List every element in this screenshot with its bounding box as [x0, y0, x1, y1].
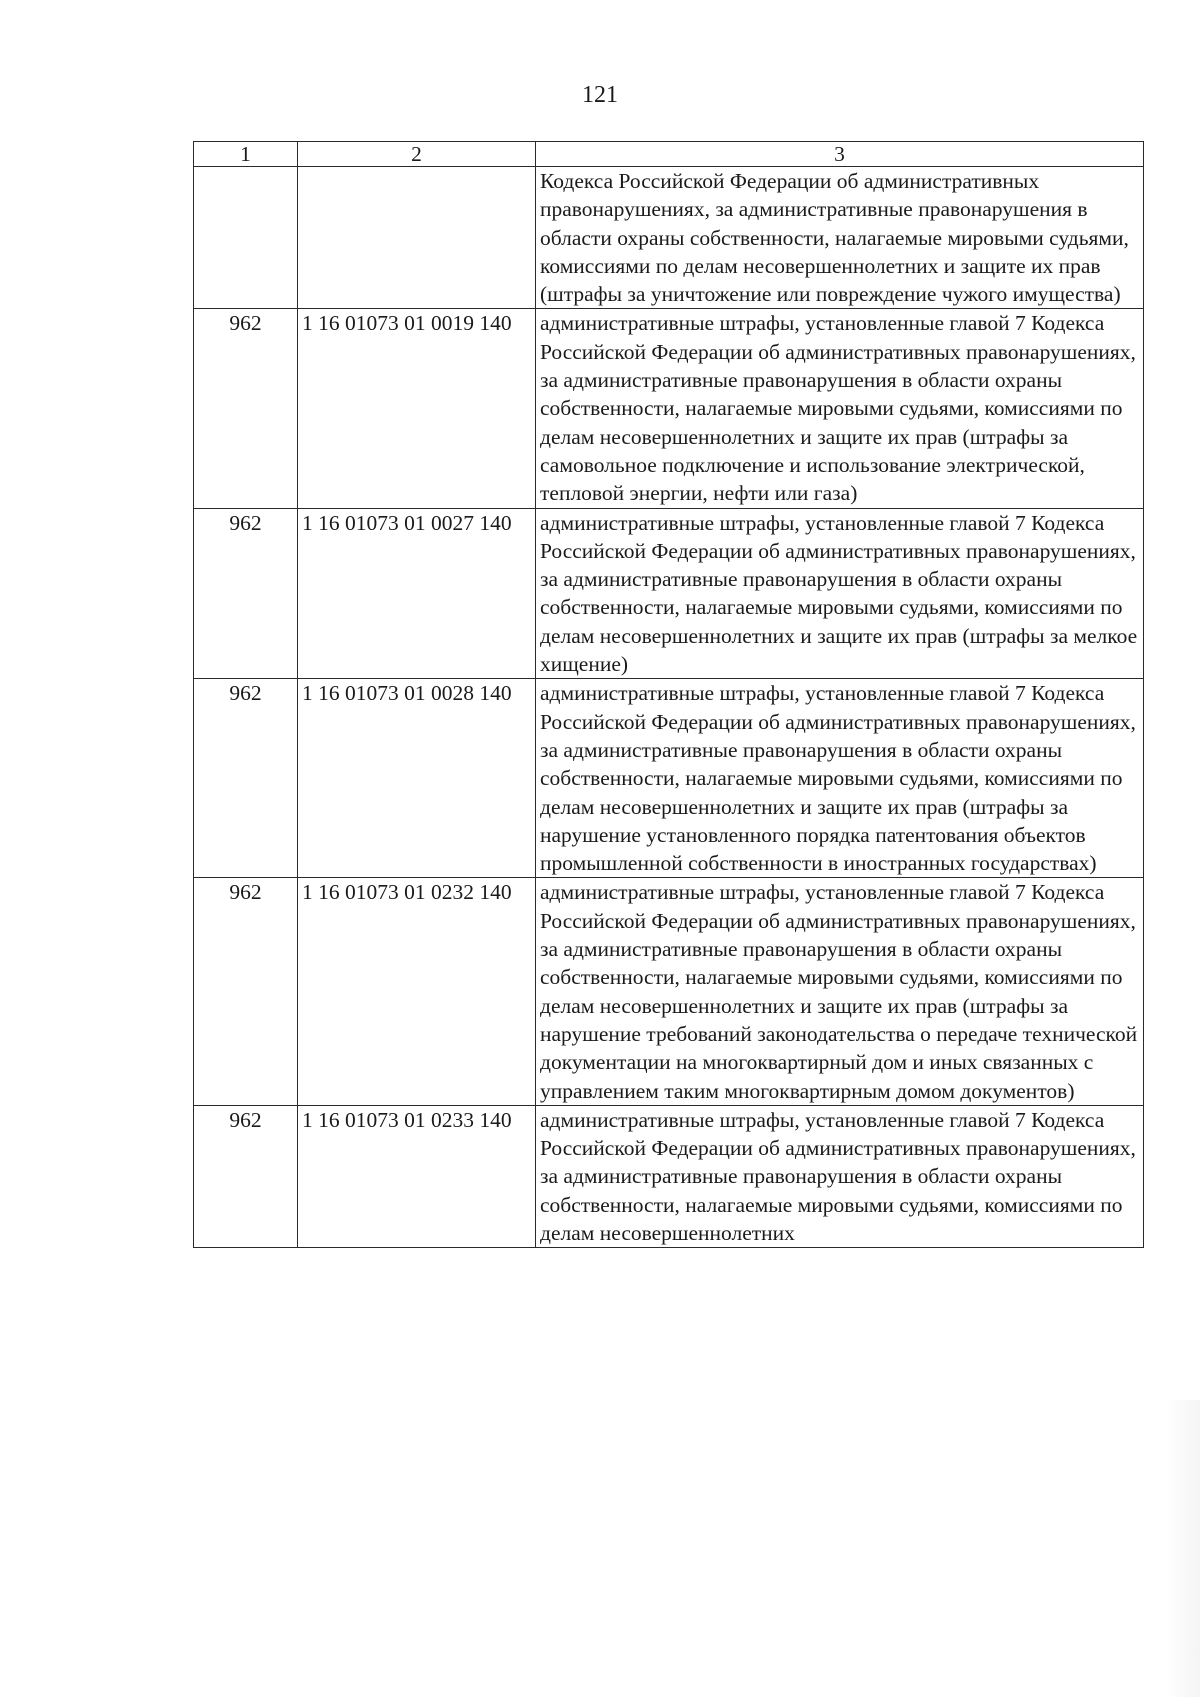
description-cell: административные штрафы, установленные главой 7 Кодекса Российской Федерации об административных правонарушениях, за административные правонарушения в области охраны собственности, налагаемые мировыми судьями, комиссиями по делам несовершеннолетних и защите их прав (штрафы за мелкое хищение) [536, 508, 1144, 679]
budget-code-table [193, 141, 1144, 1248]
agency-code-cell: 962 [194, 309, 298, 508]
agency-code-cell [194, 167, 298, 309]
table-row [194, 679, 1144, 878]
description-cell: административные штрафы, установленные главой 7 Кодекса Российской Федерации об административных правонарушениях, за административные правонарушения в области охраны собственности, налагаемые мировыми судьями, комиссиями по делам несовершеннолетних и защите их прав (штрафы за самовольное подключение и использование электрической, тепловой энергии, нефти или газа) [536, 309, 1144, 508]
budget-classification-code-cell: 1 16 01073 01 0233 140 [298, 1105, 536, 1247]
column-header-2: 2 [298, 142, 536, 167]
budget-classification-code-cell [298, 167, 536, 309]
budget-classification-code-cell: 1 16 01073 01 0232 140 [298, 878, 536, 1105]
agency-code-cell: 962 [194, 1105, 298, 1247]
budget-classification-code-cell: 1 16 01073 01 0028 140 [298, 679, 536, 878]
page-number: 121 [582, 82, 618, 108]
table-row [194, 878, 1144, 1105]
scan-edge-shading [1166, 1400, 1200, 1697]
description-cell: административные штрафы, установленные главой 7 Кодекса Российской Федерации об административных правонарушениях, за административные правонарушения в области охраны собственности, налагаемые мировыми судьями, комиссиями по делам несовершеннолетних и защите их прав (штрафы за нарушение установленного порядка патентования объектов промышленной собственности в иностранных государствах) [536, 679, 1144, 878]
table-row [194, 508, 1144, 679]
agency-code-cell: 962 [194, 679, 298, 878]
table-row [194, 167, 1144, 309]
budget-classification-code-cell: 1 16 01073 01 0027 140 [298, 508, 536, 679]
table-header-row [194, 142, 1144, 167]
table-row [194, 309, 1144, 508]
table-row [194, 1105, 1144, 1247]
description-cell: административные штрафы, установленные главой 7 Кодекса Российской Федерации об административных правонарушениях, за административные правонарушения в области охраны собственности, налагаемые мировыми судьями, комиссиями по делам несовершеннолетних и защите их прав (штрафы за нарушение требований законодательства о передаче технической документации на многоквартирный дом и иных связанных с управлением таким многоквартирным домом документов) [536, 878, 1144, 1105]
column-header-3: 3 [536, 142, 1144, 167]
description-cell: Кодекса Российской Федерации об административных правонарушениях, за административные правонарушения в области охраны собственности, налагаемые мировыми судьями, комиссиями по делам несовершеннолетних и защите их прав (штрафы за уничтожение или повреждение чужого имущества) [536, 167, 1144, 309]
agency-code-cell: 962 [194, 878, 298, 1105]
description-cell: административные штрафы, установленные главой 7 Кодекса Российской Федерации об административных правонарушениях, за административные правонарушения в области охраны собственности, налагаемые мировыми судьями, комиссиями по делам несовершеннолетних [536, 1105, 1144, 1247]
budget-classification-code-cell: 1 16 01073 01 0019 140 [298, 309, 536, 508]
column-header-1: 1 [194, 142, 298, 167]
agency-code-cell: 962 [194, 508, 298, 679]
